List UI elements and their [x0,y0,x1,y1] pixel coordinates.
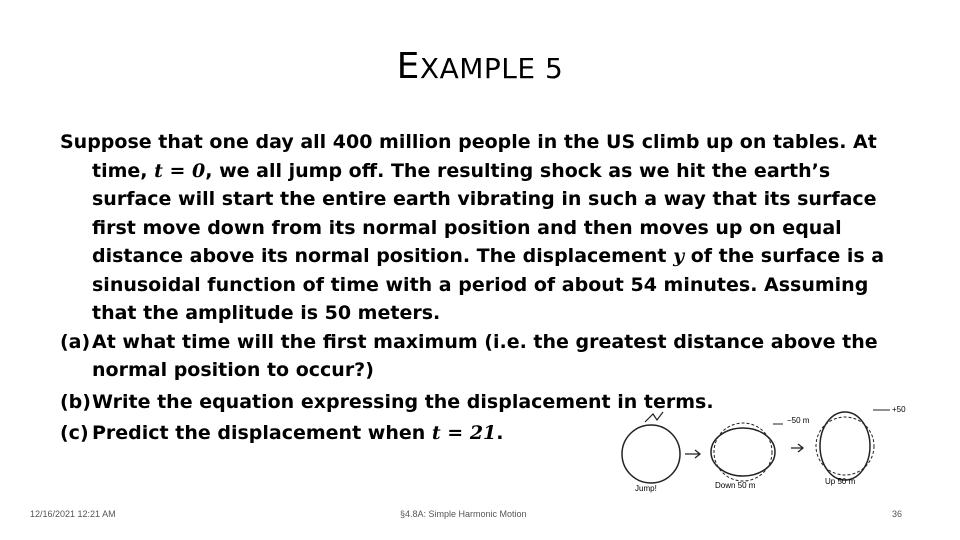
math-t21: t = 21 [431,422,497,444]
part-a-text: At what time will the first maximum (i.e. the greatest distance above the normal position to occur?) [92,330,878,381]
intro-text-2: , we all jump off. The resulting shock as we hit the earth’s surface will start the entire earth vibrating in such a way that its surface first move down from its normal position and then moves up on equal distance above its normal position. The displacement [92,159,877,267]
slide-title-rest: XAMPLE 5 [419,52,564,85]
intro-paragraph [60,128,910,328]
slide-title-initial: E [396,46,420,87]
part-a [60,328,910,385]
tick-down-label: −50 m [787,416,810,425]
part-c-tail: . [496,422,504,444]
arrow-icon-2 [791,444,803,452]
footer-page-number: 36 [892,509,903,519]
part-b-label: (b) [60,390,91,413]
footer-section: §4.8A: Simple Harmonic Motion [400,509,527,519]
math-t0: t = 0 [154,159,206,182]
intro-text-3: of the surface is a sinusoidal function of time with a period of about 54 minutes. Assuming that the amplitude is 50 meters. [92,245,885,324]
earth-circle-1 [622,425,680,483]
earth-ellipse-up [820,412,870,480]
earth-vibration-figure [605,392,910,497]
part-c-label: (c) [60,422,89,444]
intro-text-1: Suppose that one day all 400 million people in the US climb up on tables. At time, [60,131,877,182]
label-down: Down 50 m [715,481,756,490]
slide-title [0,46,960,87]
part-a-label: (a) [60,330,91,353]
jumper-icon [645,412,663,422]
earth-ellipse-down [711,428,775,476]
part-b-text: Write the equation expressing the displacement in terms. [92,390,714,413]
label-jump: Jump! [635,484,657,493]
arrow-icon-1 [685,450,700,458]
math-y: y [673,245,685,267]
earth-dashed-down [714,423,772,481]
tick-up-label: +50 [892,405,906,414]
footer-date: 12/16/2021 12:21 AM [30,509,116,519]
label-up: Up 50 m [825,477,856,486]
part-c-prefix: Predict the displacement when [92,422,432,444]
